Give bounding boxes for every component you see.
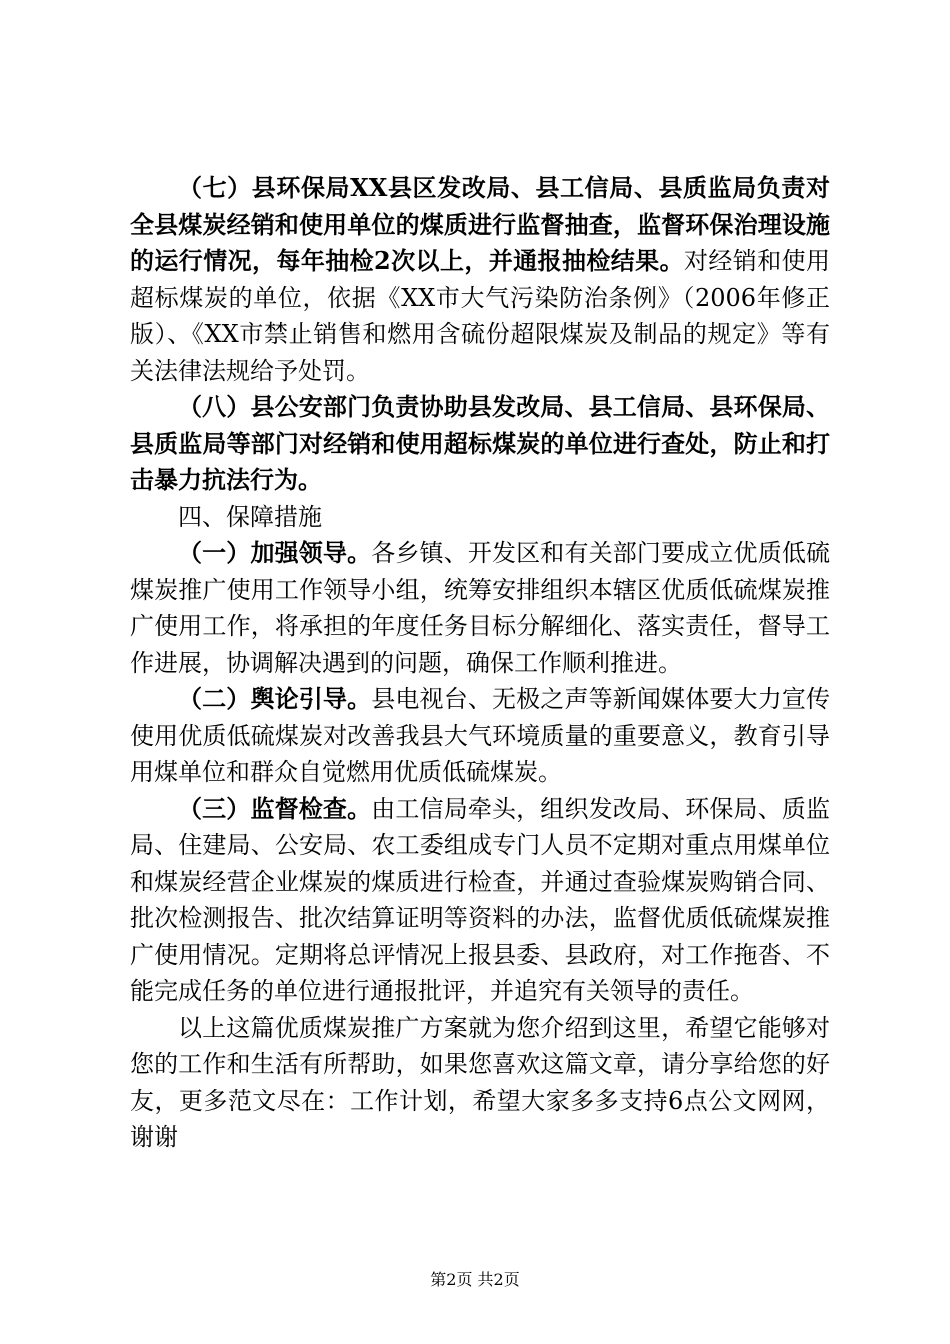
paragraph-public-opinion	[130, 681, 830, 791]
paragraph-seven	[130, 170, 830, 389]
section-heading-safeguards	[130, 499, 830, 536]
paragraph-leadership	[130, 535, 830, 681]
paragraph-inspection	[130, 791, 830, 1010]
paragraph-eight-heading: （八）县公安部门负责协助县发改局、县工信局、县环保局、县质监局等部门对经销和使用超标煤炭的单位进行查处，防止和打击暴力抗法行为。	[130, 392, 830, 494]
paragraph-leadership-text: 各乡镇、开发区和有关部门要成立优质低硫煤炭推广使用工作领导小组，统筹安排组织本辖区优质低硫煤炭推广使用工作，将承担的年度任务目标分解细化、落实责任，督导工作进展，协调解决遇到的问题，确保工作顺利推进。	[130, 539, 831, 677]
paragraph-public-opinion-text: 县电视台、无极之声等新闻媒体要大力宣传使用优质低硫煤炭对改善我县大气环境质量的重要意义，教育引导用煤单位和群众自觉燃用优质低硫煤炭。	[130, 685, 831, 786]
paragraph-seven-heading: （七）县环保局XX县区发改局、县工信局、县质监局负责对全县煤炭经销和使用单位的煤质进行监督抽查，监督环保治理设施的运行情况，每年抽检2次以上，并通报抽检结果。	[130, 173, 830, 275]
paragraph-eight	[130, 389, 830, 499]
paragraph-leadership-heading: （一）加强领导。	[178, 538, 372, 567]
paragraph-public-opinion-heading: （二）舆论引导。	[178, 684, 372, 713]
paragraph-closing-text: 以上这篇优质煤炭推广方案就为您介绍到这里，希望它能够对您的工作和生活有所帮助，如果您喜欢这篇文章，请分享给您的好友，更多范文尽在：工作计划，希望大家多多支持6点公文网网，谢谢	[130, 1013, 830, 1151]
document-body	[130, 170, 830, 1156]
section-heading-text: 四、保障措施	[178, 502, 322, 531]
page-footer: 第2页 共2页	[430, 1270, 520, 1289]
paragraph-inspection-heading: （三）监督检查。	[178, 793, 372, 823]
paragraph-inspection-text: 由工信局牵头，组织发改局、环保局、质监局、住建局、公安局、农工委组成专门人员不定期对重点用煤单位和煤炭经营企业煤炭的煤质进行检查，并通过查验煤炭购销合同、批次检测报告、批次结算证明等资料的办法，监督优质低硫煤炭推广使用情况。定期将总评情况上报县委、县政府，对工作拖沓、不能完成任务的单位进行通报批评，并追究有关领导的责任。	[130, 794, 831, 1005]
paragraph-seven-text: 对经销和使用超标煤炭的单位，依据《XX市大气污染防治条例》（2006年修正版）、《XX市禁止销售和燃用含硫份超限煤炭及制品的规定》等有关法律法规给予处罚。	[130, 247, 831, 385]
paragraph-closing	[130, 1010, 830, 1156]
